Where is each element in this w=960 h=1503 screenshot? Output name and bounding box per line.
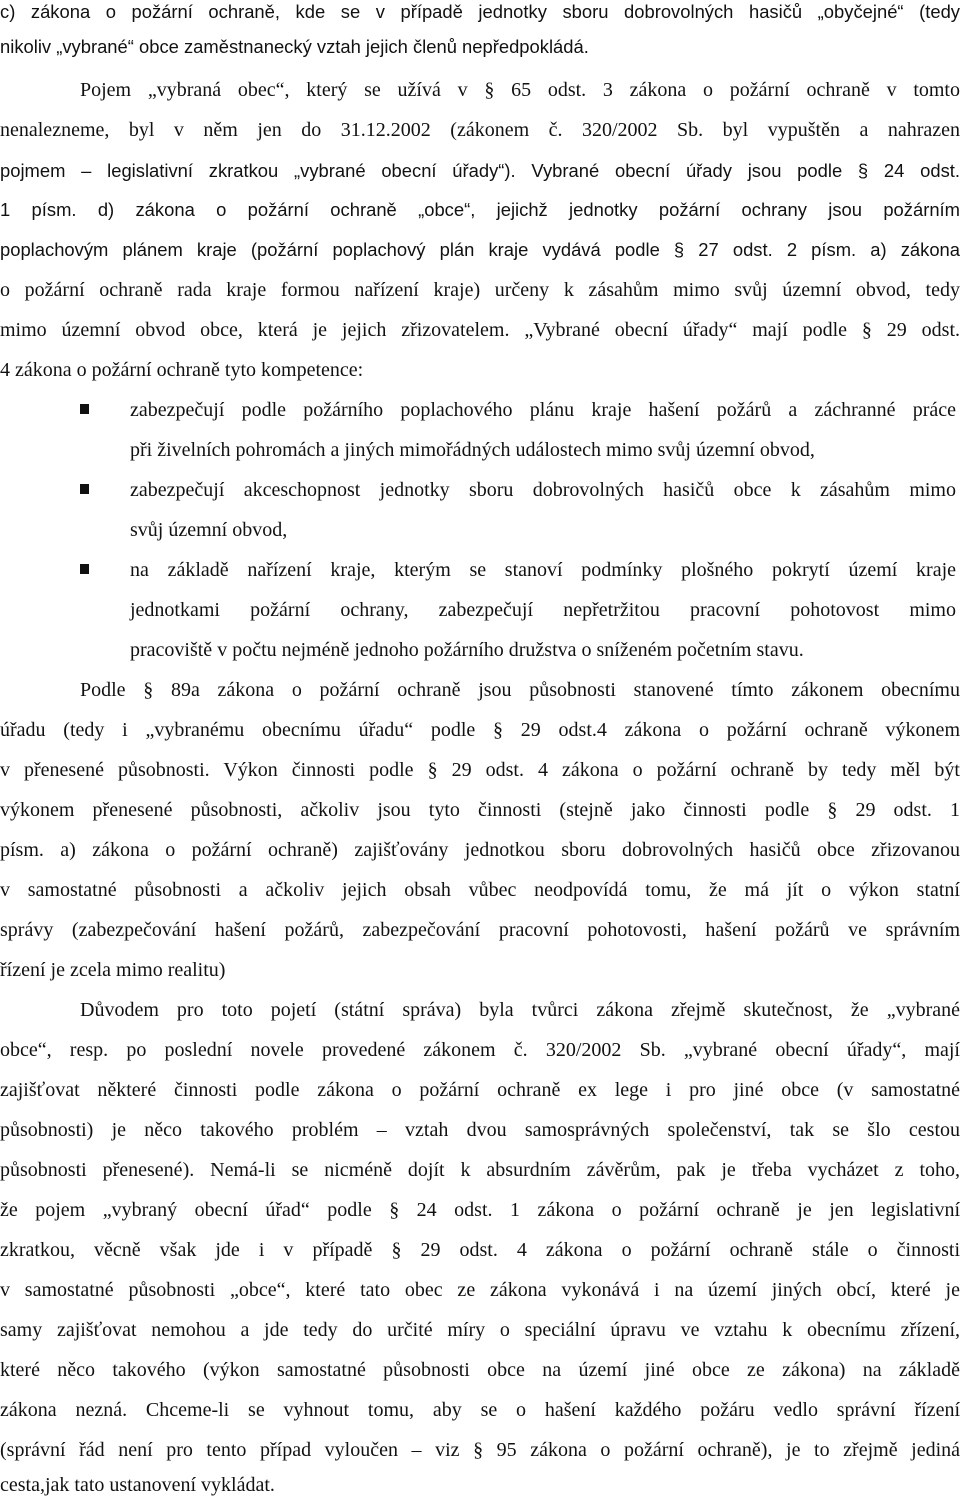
text-line: cesta,jak tato ustanovení vykládat. xyxy=(0,1474,275,1496)
text-line: poplachovým plánem kraje (požární poplachový plán kraje vydává podle § 27 odst. 2 písm. a) zákona xyxy=(0,239,960,260)
paragraph-first-line: Pojem „vybraná obec“, který se užívá v § 65 odst. 3 zákona o požární ochraně v tomto xyxy=(80,79,960,101)
text-line: zkratkou, věcně však jde i v případě § 29 odst. 4 zákona o požární ochraně stále o činnosti xyxy=(0,1239,960,1261)
bullet-marker-icon xyxy=(80,484,89,494)
text-line: 4 zákona o požární ochraně tyto kompetence: xyxy=(0,359,364,381)
text-line: nenalezneme, byl v něm jen do 31.12.2002 (zákonem č. 320/2002 Sb. byl vypuštěn a nahrazen xyxy=(0,119,960,141)
text-line: řízení je zcela mimo realitu) xyxy=(0,959,226,981)
text-line: zajišťovat některé činnosti podle zákona o požární ochraně ex lege i pro jiné obce (v samostatné xyxy=(0,1079,960,1101)
text-line: (správní řád není pro tento případ vyloučen – viz § 95 zákona o požární ochraně), je to zřejmě jediná xyxy=(0,1439,960,1461)
bullet-text-line: jednotkami požární ochrany, zabezpečují nepřetržitou pracovní pohotovost mimo xyxy=(130,599,956,621)
text-line: mimo územní obvod obce, která je jejich zřizovatelem. „Vybrané obecní úřady“ mají podle § 29 odst. xyxy=(0,319,960,341)
text-line: pojmem – legislativní zkratkou „vybrané obecní úřady“). Vybrané obecní úřady jsou podle § 24 odst. xyxy=(0,160,960,181)
text-line: samy zajišťovat nemohou a jde tedy do určité míry o speciální úpravu ve vztahu k obecnímu zřízení, xyxy=(0,1319,960,1341)
bullet-text-line: na základě nařízení kraje, kterým se stanoví podmínky plošného pokrytí území kraje xyxy=(130,559,956,581)
bullet-text-line: zabezpečují podle požárního poplachového plánu kraje hašení požárů a záchranné práce xyxy=(130,399,956,421)
bullet-text-line: zabezpečují akceschopnost jednotky sboru dobrovolných hasičů obce k zásahům mimo xyxy=(130,479,956,501)
text-line: o požární ochraně rada kraje formou nařízení kraje) určeny k zásahům mimo svůj územní obvod, tedy xyxy=(0,279,960,301)
text-line: obce“, resp. po poslední novele provedené zákonem č. 320/2002 Sb. „vybrané obecní úřady“, mají xyxy=(0,1039,960,1061)
text-line: zákona nezná. Chceme-li se vyhnout tomu, aby se o hašení každého požáru vedlo správní řízení xyxy=(0,1399,960,1421)
paragraph-first-line: Důvodem pro toto pojetí (státní správa) byla tvůrci zákona zřejmě skutečnost, že „vybrané xyxy=(80,999,960,1021)
text-line: 1 písm. d) zákona o požární ochraně „obce“, jejichž jednotky požární ochrany jsou požárním xyxy=(0,199,960,220)
bullet-marker-icon xyxy=(80,564,89,574)
text-line: že pojem „vybraný obecní úřad“ podle § 24 odst. 1 zákona o požární ochraně je jen legislativní xyxy=(0,1199,960,1221)
text-line: výkonem přenesené působnosti, ačkoliv jsou tyto činnosti (stejně jako činnosti podle § 29 odst. 1 xyxy=(0,799,960,821)
text-line: které něco takového (výkon samostatné působnosti obce na území jiné obce ze zákona) na základě xyxy=(0,1359,960,1381)
text-line: nikoliv „vybrané“ obce zaměstnanecký vztah jejich členů nepředpokládá. xyxy=(0,36,589,57)
bullet-text-line: při živelních pohromách a jiných mimořádných událostech mimo svůj územní obvod, xyxy=(130,439,815,461)
text-line: správy (zabezpečování hašení požárů, zabezpečování pracovní pohotovosti, hašení požárů ve správním xyxy=(0,919,960,941)
bullet-text-line: pracoviště v počtu nejméně jednoho požárního družstva o sníženém početním stavu. xyxy=(130,639,804,661)
text-line: působnosti přenesené). Nemá-li se nicméně dojít k absurdním závěrům, pak je třeba vycházet z toho, xyxy=(0,1159,960,1181)
text-line: působnosti) je něco takového problém – vztah dvou samosprávných společenství, tak se šlo cestou xyxy=(0,1119,960,1141)
text-line: úřadu (tedy i „vybranému obecnímu úřadu“ podle § 29 odst.4 zákona o požární ochraně výkonem xyxy=(0,719,960,741)
text-line: c) zákona o požární ochraně, kde se v případě jednotky sboru dobrovolných hasičů „obyčejné“ (tedy xyxy=(0,1,960,22)
text-line: v samostatné působnosti a ačkoliv jejich obsah vůbec neodpovídá tomu, že má jít o výkon statní xyxy=(0,879,960,901)
text-line: písm. a) zákona o požární ochraně) zajišťovány jednotkou sboru dobrovolných hasičů obce zřizovanou xyxy=(0,839,960,861)
bullet-text-line: svůj územní obvod, xyxy=(130,519,288,541)
text-line: v přenesené působnosti. Výkon činnosti podle § 29 odst. 4 zákona o požární ochraně by tedy měl být xyxy=(0,759,960,781)
text-line: v samostatné působnosti „obce“, které tato obec ze zákona vykonává i na území jiných obcí, které je xyxy=(0,1279,960,1301)
paragraph-first-line: Podle § 89a zákona o požární ochraně jsou působnosti stanovené tímto zákonem obecnímu xyxy=(80,679,960,701)
bullet-marker-icon xyxy=(80,404,89,414)
